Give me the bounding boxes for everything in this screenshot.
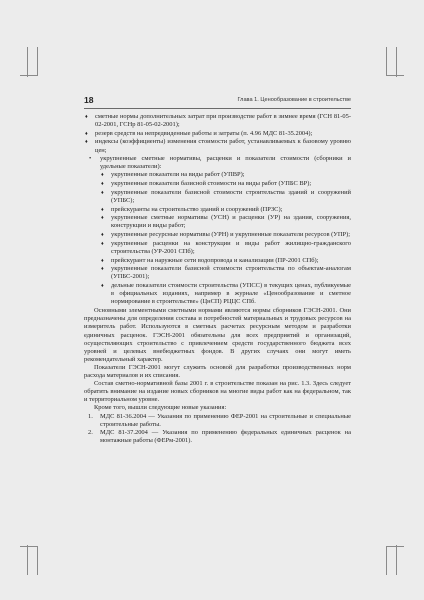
list-item: ♦ укрупненные показатели базисной стоимости строительства по объектам-аналогам (УПБС-2001); [101, 265, 351, 281]
diamond-bullet-icon: ♦ [101, 240, 104, 247]
enlarged-sublist [100, 171, 351, 306]
numbered-list [84, 413, 351, 445]
list-item: ♦ сметные нормы дополнительных затрат при производстве работ в зимнее время (ГСН 81-05-02-2001, ГСНр 81-05-02-2001); [85, 113, 351, 129]
paragraph: Основными элементными сметными нормами являются нормы сборников ГЭСН-2001. Они предназначены для определения состава и потребностей материальных и трудовых ресурсов на измеритель работ. Используются в сметных расчетах ресурсным методом и разработки единичных расценок. ГЭСН-2001 обязательны для всех предприятий и организаций, осуществляющих строительство с привлечением средств государственного бюджета всех уровней и целевых внебюджетных фондов. В других случаях они могут иметь рекомендательный характер. [84, 307, 351, 363]
list-item: ♦ укрупненные ресурсные нормативы (УРН) и укрупненные показатели ресурсов (УПР); [101, 231, 351, 239]
diamond-bullet-icon: ♦ [101, 189, 104, 196]
crop-mark [396, 47, 397, 77]
list-item: ♦ укрупненные расценки на конструкции и виды работ жилищно-гражданского строительства (УР-2001 СПб); [101, 239, 351, 255]
crop-mark [396, 545, 397, 575]
diamond-bullet-icon: ♦ [101, 257, 104, 264]
diamond-bullet-icon: ♦ [85, 130, 88, 137]
diamond-bullet-icon: ♦ [101, 266, 104, 273]
diamond-bullet-icon: ♦ [85, 139, 88, 146]
paragraph: Показатели ГЭСН-2001 могут служить основой для разработки производственных норм расхода материалов и их списания. [84, 363, 351, 380]
diamond-bullet-icon: ♦ [101, 181, 104, 188]
diamond-bullet-icon: ♦ [101, 215, 104, 222]
chapter-title: Глава 1. Ценообразование в строительстве [237, 97, 351, 103]
diamond-bullet-icon: ♦ [85, 114, 88, 120]
crop-mark [27, 545, 28, 575]
crop-mark [37, 47, 38, 75]
crop-mark [27, 47, 28, 77]
list-item: 2. МДС 81-37.2004 — Указания по применению федеральных единичных расценок на монтажные работы (ФЕРм-2001). [88, 428, 351, 444]
bullet-icon: • [89, 155, 92, 163]
list-item: ♦ резерв средств на непредвиденные работы и затраты (п. 4.96 МДС 81-35.2004); [85, 129, 313, 137]
list-item: ♦ дельные показатели стоимости строительства (УПСС) в текущих ценах, публикуемые в официальных изданиях, например в журнале «Ценообразование и сметное нормирование в строительстве» (ЦнСП) РЦЦС СПб. [101, 282, 351, 306]
list-number: 2. [88, 428, 93, 436]
crop-mark [20, 546, 38, 547]
crop-mark [20, 75, 38, 76]
crop-mark [386, 75, 404, 76]
crop-mark [386, 547, 387, 575]
diamond-bullet-icon: ♦ [101, 206, 104, 213]
header-divider [84, 108, 351, 109]
paragraph: Состав сметно-нормативной базы 2001 г. в строительстве показан на рис. 1.3. Здесь следует обратить внимание на издание новых сборников на многие виды работ как на федеральном, так и территориальном уровне. [84, 380, 351, 404]
list-item [84, 155, 351, 306]
list-item: ♦ укрупненные показатели базисной стоимости строительства зданий и сооружений (УПБС); [101, 188, 351, 204]
page-body [84, 113, 351, 445]
list-item: ♦ прейскурант на наружные сети водопровода и канализации (ПР-2001 СПб); [101, 256, 319, 264]
crop-mark [386, 47, 387, 75]
diamond-bullet-icon: ♦ [101, 232, 104, 239]
list-item: ♦ укрупненные показатели на виды работ (УПВР); [101, 171, 245, 179]
list-item: ♦ укрупненные показатели базисной стоимости на виды работ (УПБС ВР); [101, 180, 312, 188]
diamond-bullet-icon: ♦ [101, 283, 104, 289]
list-item: ♦ индексы (коэффициенты) изменения стоимости работ, устанавливаемых к базовому уровню цен; [85, 138, 351, 154]
page-number: 18 [84, 95, 94, 105]
diamond-bullet-icon: ♦ [101, 172, 104, 179]
list-item: 1. МДС 81-36.2004 — Указания по применению ФЕР-2001 на строительные и специальные строительные работы. [88, 412, 351, 428]
list-item: ♦ прейскуранты на строительство зданий и сооружений (ПРЗС); [101, 205, 283, 213]
crop-mark [386, 546, 404, 547]
enlarged-norms-label: укрупненные сметные нормативы, расценки и показатели стоимости (сборники и удельные показатели): [100, 155, 351, 171]
top-sublist [84, 113, 351, 155]
list-item: ♦ укрупненные сметные нормативы (УСН) и расценки (УР) на здания, сооружения, конструкции и виды работ; [101, 214, 351, 230]
paragraph: Кроме того, вышли следующие новые указания: [94, 404, 227, 412]
list-number: 1. [88, 412, 93, 420]
enlarged-norms-list [84, 155, 351, 306]
crop-mark [37, 547, 38, 575]
